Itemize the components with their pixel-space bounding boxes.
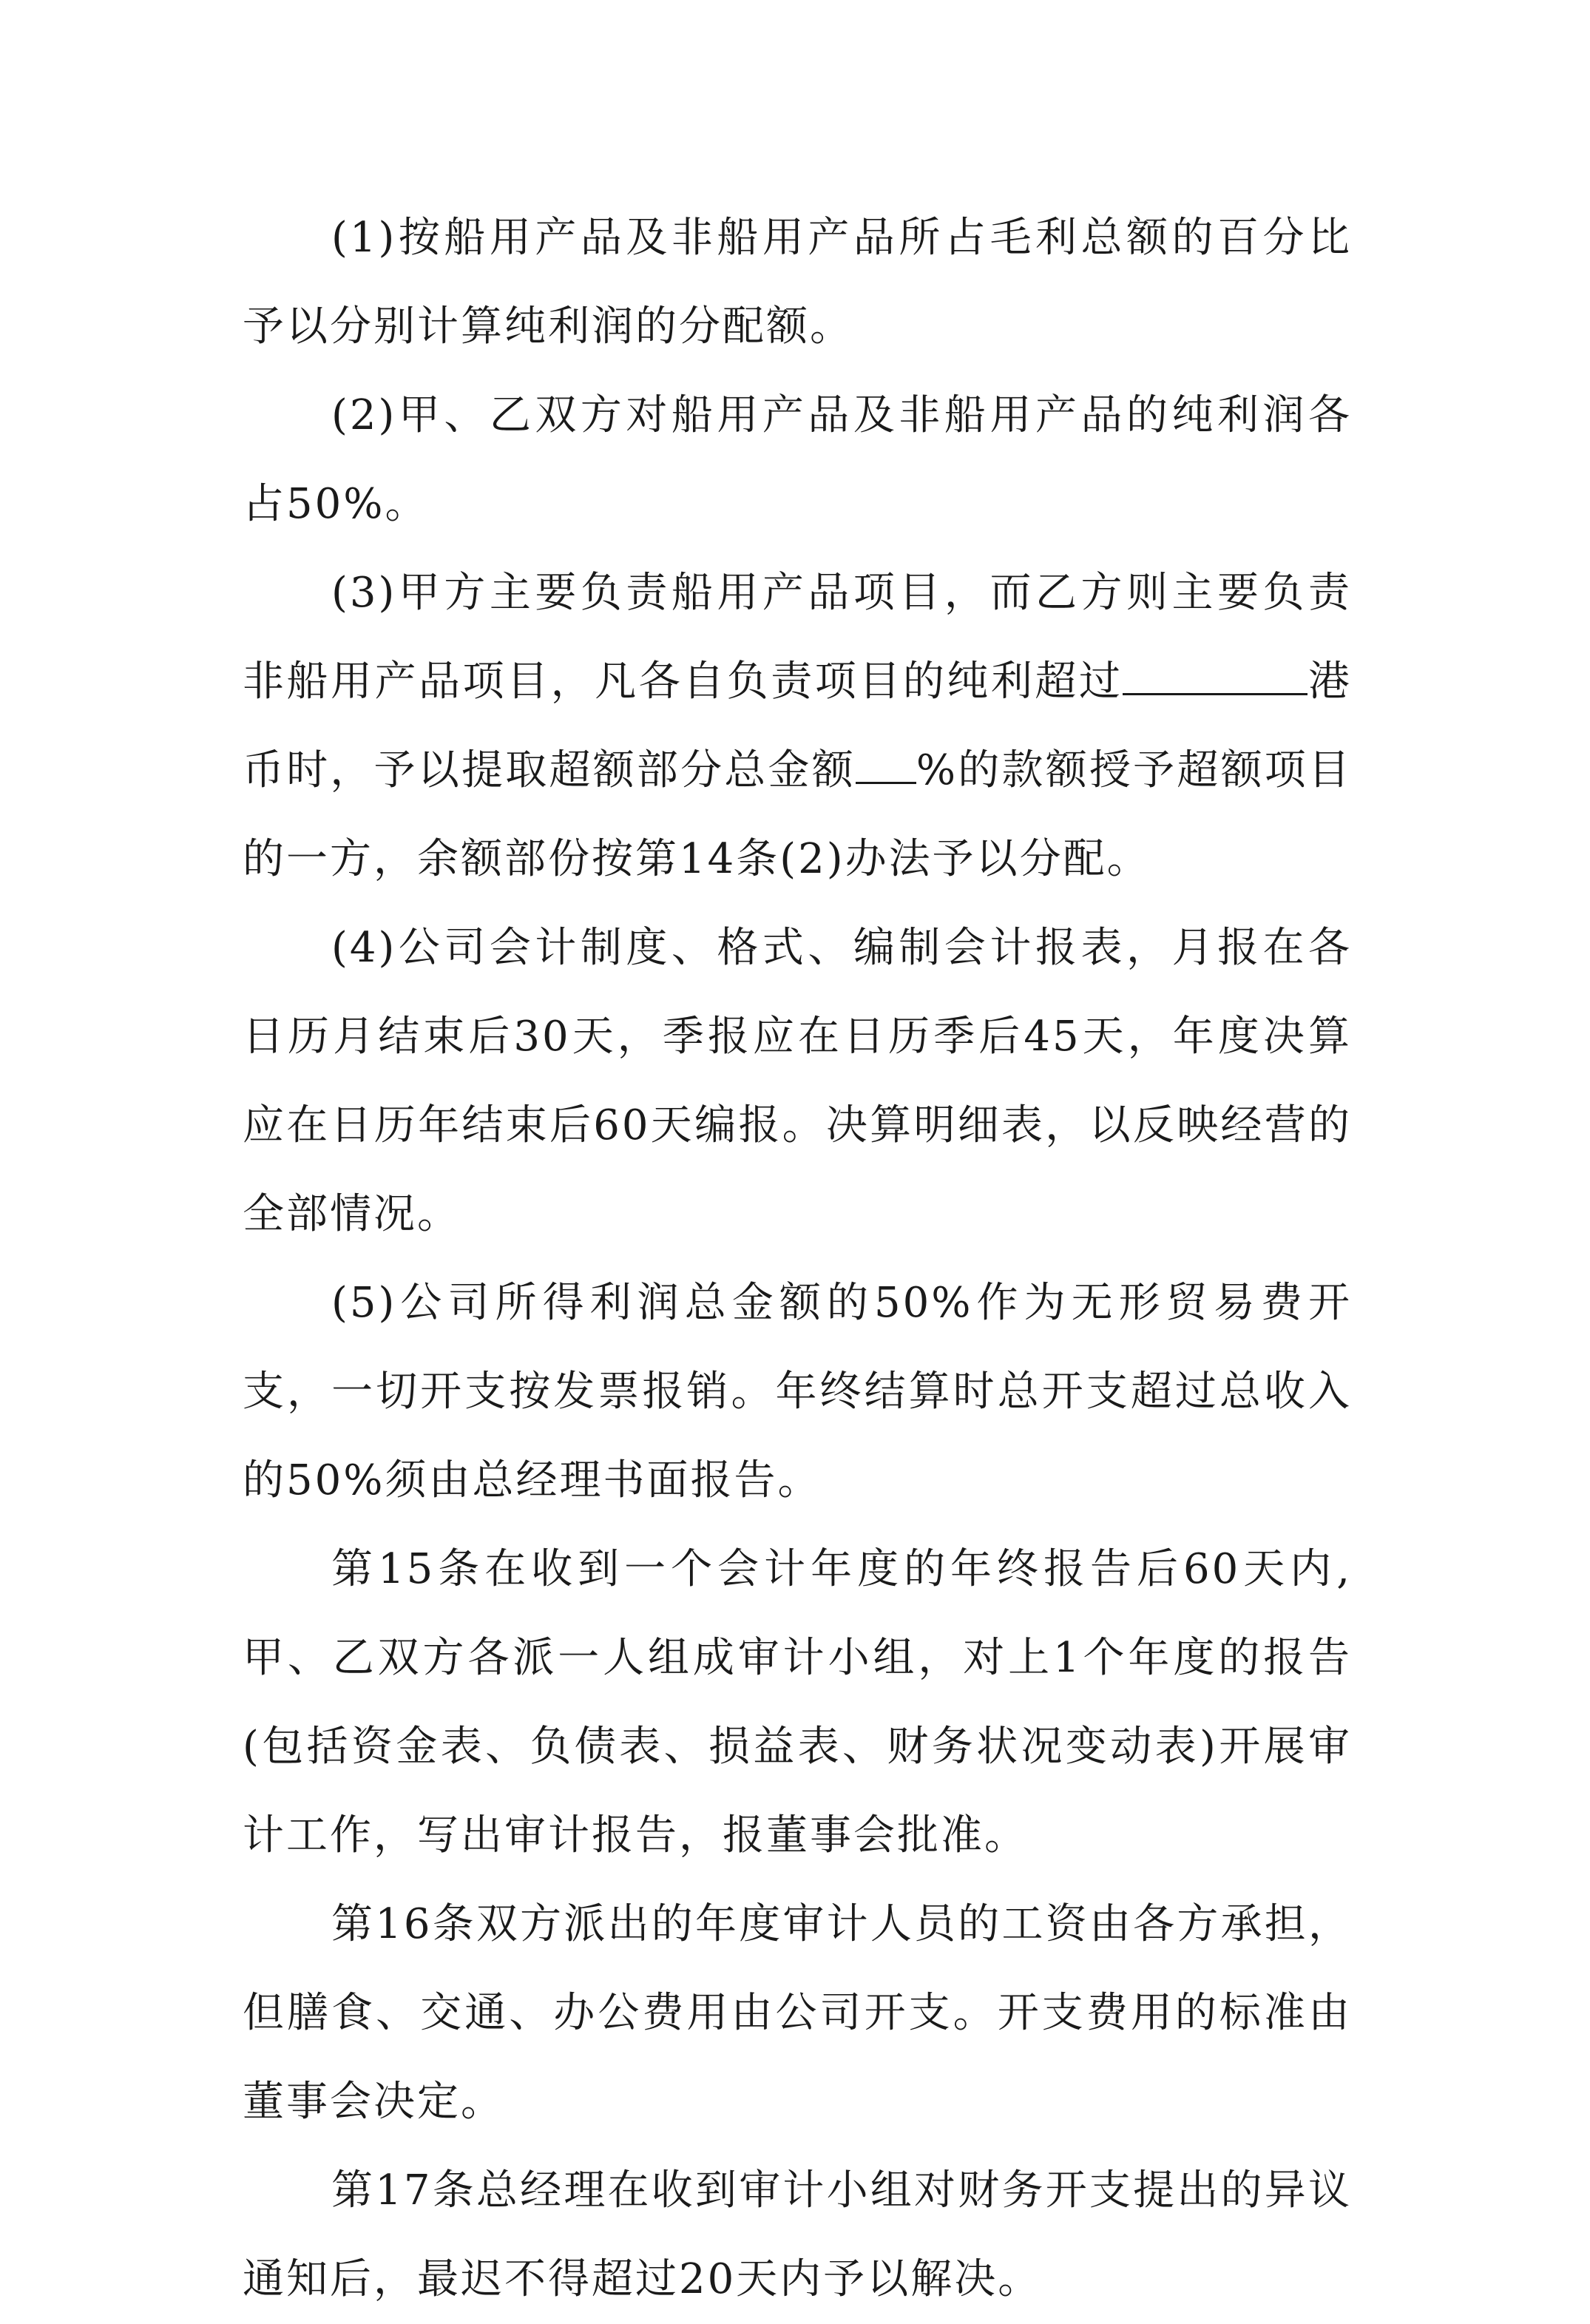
fill-in-blank-amount[interactable] [1123,659,1307,695]
document-body [243,194,1352,2324]
clause-4-paragraph: (4)公司会计制度、格式、编制会计报表，月报在各日历月结束后30天，季报应在日历季后45天，年度决算应在日历年结束后60天编报。决算明细表，以反映经营的全部情况。 [243,924,1352,1238]
clause-3-text-part1: (3)甲方主要负责船用产品项目，而乙方则主要负责非船用产品项目，凡各自负责项目的纯利超过 [243,569,1352,706]
article-17-paragraph: 第17条总经理在收到审计小组对财务开支提出的异议通知后，最迟不得超过20天内予以解决。 [243,2166,1352,2303]
fill-in-blank-percent[interactable] [856,748,916,784]
article-16-paragraph: 第16条双方派出的年度审计人员的工资由各方承担，但膳食、交通、办公费用由公司开支。开支费用的标准由董事会决定。 [243,1900,1352,2126]
clause-1-paragraph: (1)按船用产品及非船用产品所占毛利总额的百分比予以分别计算纯利润的分配额。 [243,214,1352,351]
clause-3-paragraph [243,549,1352,904]
clause-2-paragraph: (2)甲、乙双方对船用产品及非船用产品的纯利润各占50%。 [243,391,1352,528]
clause-3-text-part3: %的款额授予超额项目的一方，余额部份按第14条(2)办法予以分配。 [243,746,1353,883]
clause-5-paragraph: (5)公司所得利润总金额的50%作为无形贸易费开支，一切开支按发票报销。年终结算时总开支超过总收入的50%须由总经理书面报告。 [243,1279,1352,1504]
article-15-paragraph: 第15条在收到一个会计年度的年终报告后60天内,甲、乙双方各派一人组成审计小组，对上1个年度的报告(包括资金表、负债表、损益表、财务状况变动表)开展审计工作，写出审计报告，报董事会批准。 [243,1545,1352,1859]
clause-3-text-part2: 港币时，予以提取超额部分总金额 [243,658,1353,794]
